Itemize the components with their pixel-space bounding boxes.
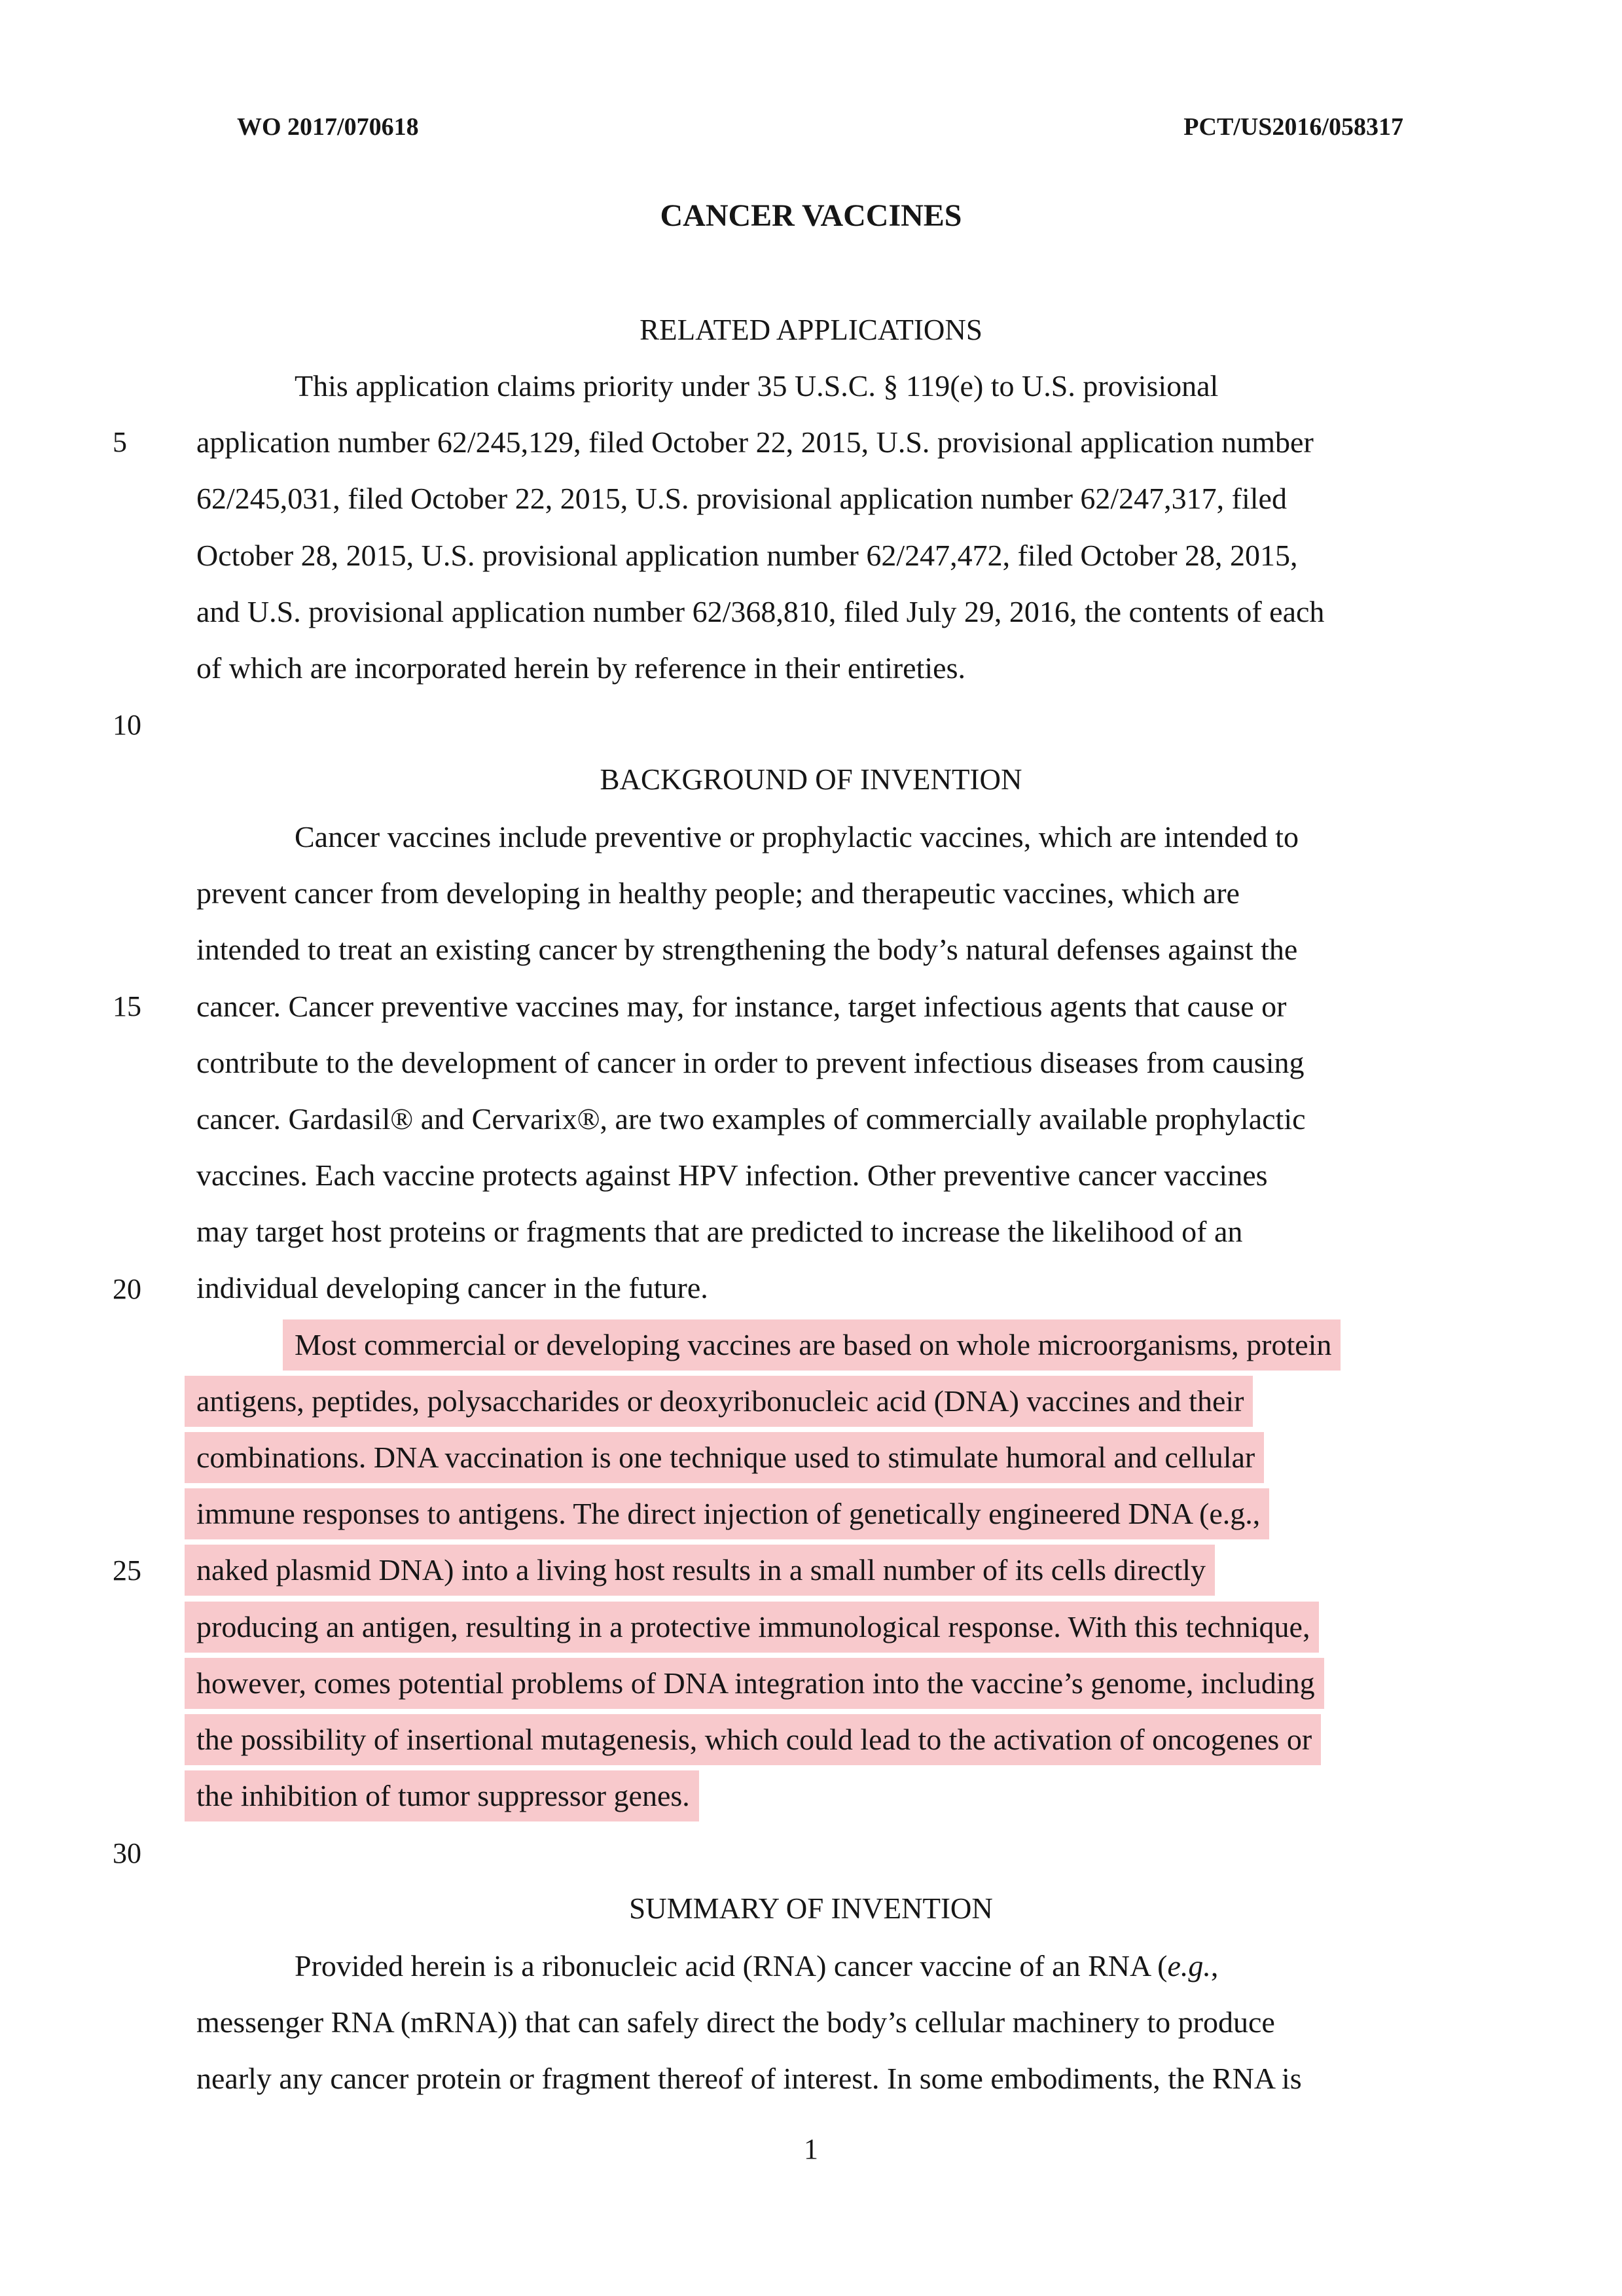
text-line: This application claims priority under 35 U.S.C. § 119(e) to U.S. provisional: [295, 369, 1219, 403]
highlighted-line: [196, 1778, 699, 1814]
highlight-mark: antigens, peptides, polysaccharides or deoxyribonucleic acid (DNA) vaccines and their: [185, 1376, 1253, 1427]
section-heading-related: RELATED APPLICATIONS: [640, 314, 982, 346]
text-line: intended to treat an existing cancer by strengthening the body’s natural defenses against the: [196, 933, 1298, 966]
text-line: of which are incorporated herein by reference in their entireties.: [196, 651, 965, 685]
highlight-mark: however, comes potential problems of DNA integration into the vaccine’s genome, including: [185, 1658, 1324, 1709]
line-number: 25: [113, 1554, 141, 1587]
section-heading-background: BACKGROUND OF INVENTION: [600, 763, 1022, 796]
text-line: application number 62/245,129, filed October 22, 2015, U.S. provisional application number: [196, 425, 1314, 459]
highlighted-line: [196, 1721, 1321, 1758]
emphasis-text: e.g.: [1167, 1949, 1211, 1982]
text-line: individual developing cancer in the future.: [196, 1271, 708, 1304]
text-line: may target host proteins or fragments that are predicted to increase the likelihood of an: [196, 1215, 1243, 1248]
line-number: 15: [113, 990, 141, 1022]
line-number: 10: [113, 709, 141, 741]
text-line: messenger RNA (mRNA)) that can safely direct the body’s cellular machinery to produce: [196, 2005, 1275, 2039]
application-number: PCT/US2016/058317: [1183, 113, 1403, 141]
highlighted-line: [196, 1552, 1215, 1588]
highlight-mark: Most commercial or developing vaccines are based on whole microorganisms, protein: [283, 1319, 1341, 1371]
text-line: and U.S. provisional application number 62/368,810, filed July 29, 2016, the contents of each: [196, 595, 1325, 628]
text-line: cancer. Gardasil® and Cervarix®, are two examples of commercially available prophylactic: [196, 1102, 1306, 1136]
text-line: vaccines. Each vaccine protects against HPV infection. Other preventive cancer vaccines: [196, 1158, 1268, 1192]
highlighted-line: [196, 1496, 1269, 1532]
page-number: 1: [804, 2133, 818, 2165]
section-heading-summary: SUMMARY OF INVENTION: [629, 1892, 993, 1925]
publication-number: WO 2017/070618: [237, 113, 419, 141]
document-title: CANCER VACCINES: [660, 198, 962, 233]
highlighted-line: [196, 1383, 1253, 1420]
highlighted-line: [295, 1327, 1341, 1363]
highlight-mark: the inhibition of tumor suppressor genes.: [185, 1770, 699, 1821]
text-line: prevent cancer from developing in healthy people; and therapeutic vaccines, which are: [196, 876, 1240, 910]
text-line: contribute to the development of cancer in order to prevent infectious diseases from causing: [196, 1046, 1305, 1079]
text-line: cancer. Cancer preventive vaccines may, for instance, target infectious agents that cause or: [196, 990, 1287, 1023]
text-segment: ,: [1210, 1949, 1219, 1982]
highlight-mark: immune responses to antigens. The direct injection of genetically engineered DNA (e.g.,: [185, 1488, 1269, 1539]
highlighted-line: [196, 1439, 1264, 1476]
text-line: 62/245,031, filed October 22, 2015, U.S. provisional application number 62/247,317, filed: [196, 482, 1287, 515]
highlight-mark: producing an antigen, resulting in a protective immunological response. With this technique,: [185, 1602, 1319, 1653]
text-line: October 28, 2015, U.S. provisional application number 62/247,472, filed October 28, 2015,: [196, 539, 1298, 572]
highlight-mark: the possibility of insertional mutagenesis, which could lead to the activation of oncogenes or: [185, 1714, 1321, 1765]
highlight-mark: naked plasmid DNA) into a living host results in a small number of its cells directly: [185, 1545, 1215, 1596]
highlighted-line: [196, 1665, 1324, 1702]
highlight-mark: combinations. DNA vaccination is one technique used to stimulate humoral and cellular: [185, 1432, 1264, 1483]
highlighted-line: [196, 1609, 1319, 1645]
text-line: nearly any cancer protein or fragment thereof of interest. In some embodiments, the RNA is: [196, 2062, 1302, 2095]
line-number: 5: [113, 426, 127, 458]
line-number: 30: [113, 1837, 141, 1869]
text-line: [295, 1948, 1218, 1984]
text-segment: Provided herein is a ribonucleic acid (RNA) cancer vaccine of an RNA (: [295, 1949, 1168, 1982]
text-line: Cancer vaccines include preventive or prophylactic vaccines, which are intended to: [295, 820, 1299, 853]
line-number: 20: [113, 1273, 141, 1305]
